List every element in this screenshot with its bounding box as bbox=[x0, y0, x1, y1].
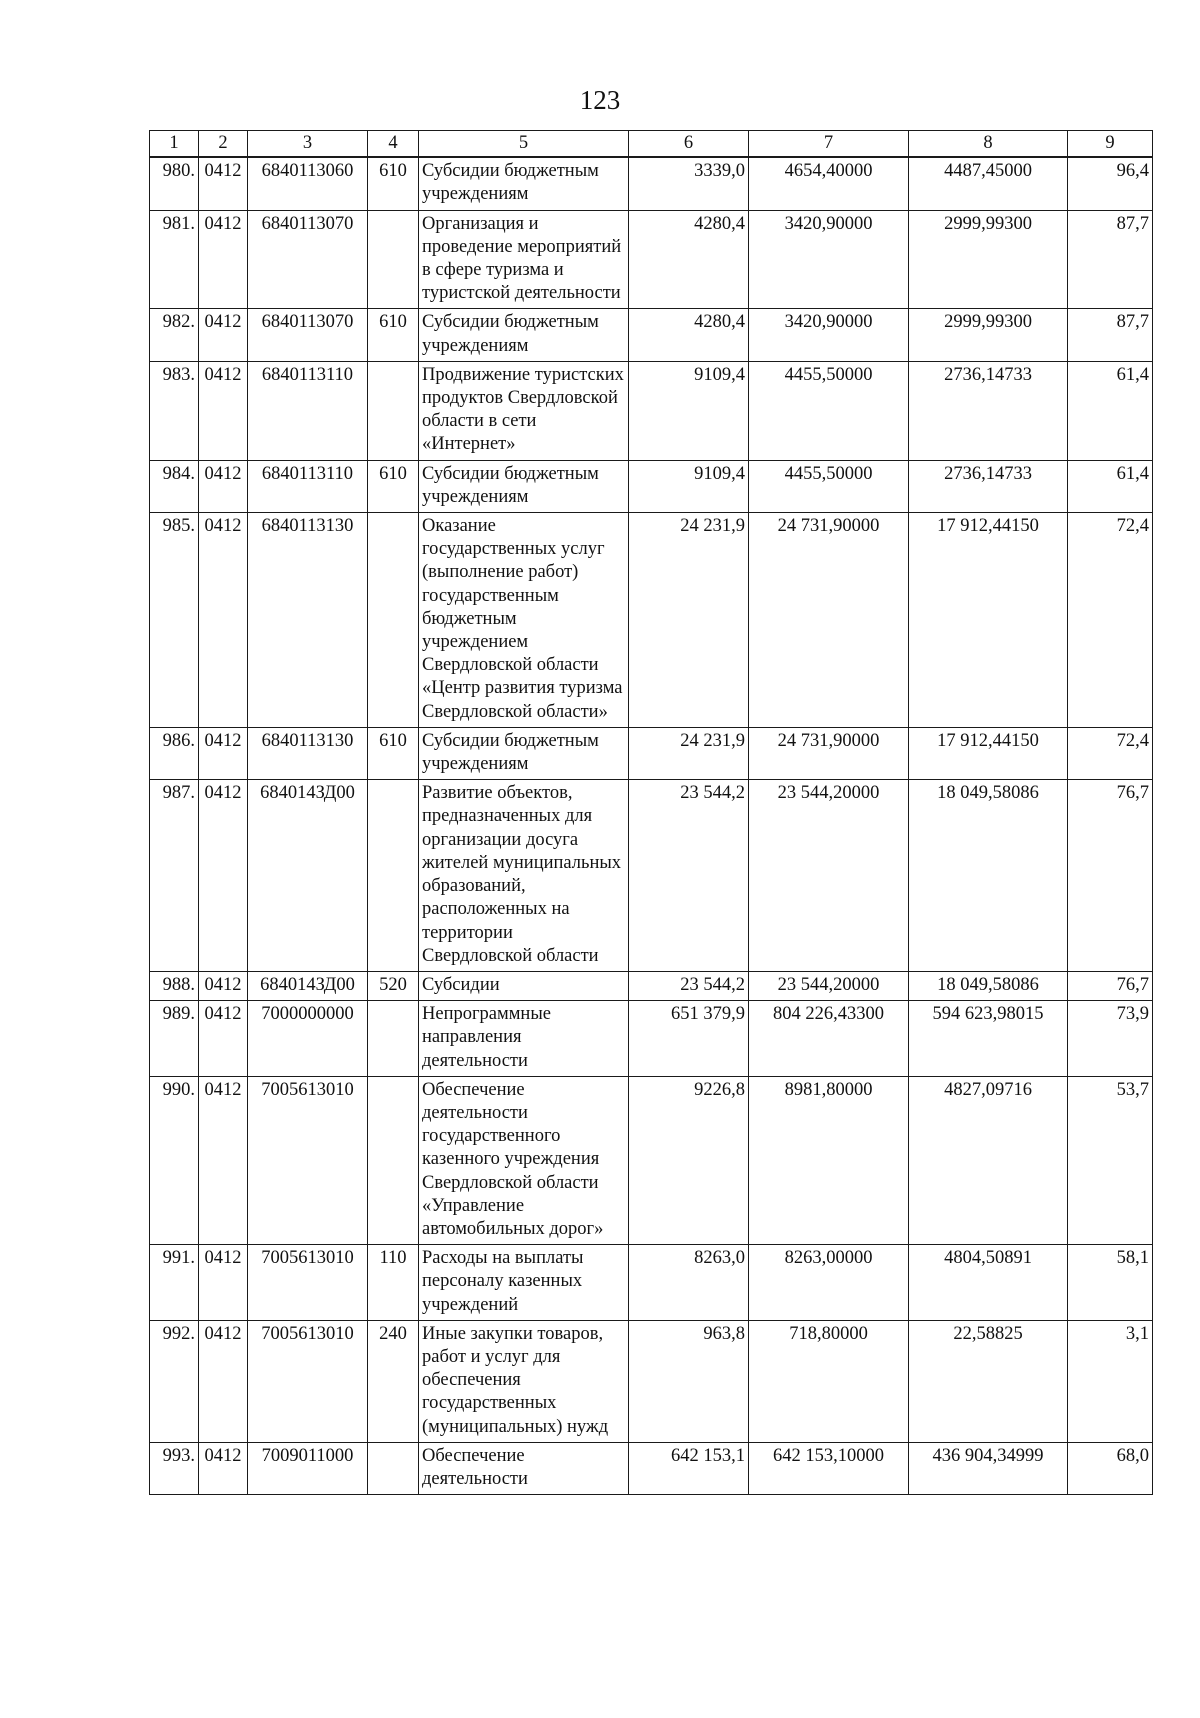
cell-row-number: 983. bbox=[150, 361, 199, 460]
cell-target-code: 7005613010 bbox=[248, 1245, 368, 1321]
cell-description: Продвижение туристских продуктов Свердловской области в сети «Интернет» bbox=[419, 361, 629, 460]
cell-expense-type bbox=[368, 361, 419, 460]
cell-target-code: 6840113130 bbox=[248, 513, 368, 728]
cell-expense-type bbox=[368, 1076, 419, 1244]
cell-percent: 61,4 bbox=[1068, 460, 1153, 512]
cell-row-number: 989. bbox=[150, 1001, 199, 1077]
header-col-3: 3 bbox=[248, 131, 368, 158]
table-row bbox=[150, 1245, 1153, 1321]
cell-amount-col-6: 9109,4 bbox=[629, 361, 749, 460]
cell-target-code: 6840113070 bbox=[248, 309, 368, 361]
cell-amount-col-8: 22,58825 bbox=[909, 1320, 1068, 1442]
cell-amount-col-6: 642 153,1 bbox=[629, 1442, 749, 1494]
cell-description: Субсидии бюджетным учреждениям bbox=[419, 727, 629, 779]
cell-percent: 96,4 bbox=[1068, 157, 1153, 210]
table-row bbox=[150, 157, 1153, 210]
cell-amount-col-8: 4487,45000 bbox=[909, 157, 1068, 210]
cell-percent: 68,0 bbox=[1068, 1442, 1153, 1494]
header-col-4: 4 bbox=[368, 131, 419, 158]
cell-section-code: 0412 bbox=[199, 1001, 248, 1077]
cell-amount-col-8: 4827,09716 bbox=[909, 1076, 1068, 1244]
cell-expense-type: 240 bbox=[368, 1320, 419, 1442]
cell-amount-col-8: 2736,14733 bbox=[909, 460, 1068, 512]
cell-section-code: 0412 bbox=[199, 460, 248, 512]
cell-percent: 87,7 bbox=[1068, 309, 1153, 361]
cell-description: Субсидии bbox=[419, 971, 629, 1000]
cell-target-code: 6840113130 bbox=[248, 727, 368, 779]
table-row bbox=[150, 513, 1153, 728]
cell-percent: 76,7 bbox=[1068, 780, 1153, 972]
page-number: 123 bbox=[579, 85, 621, 115]
cell-expense-type: 520 bbox=[368, 971, 419, 1000]
cell-description: Оказание государственных услуг (выполнение работ) государственным бюджетным учреждением Свердловской области «Центр развития туризма Свердловской области» bbox=[419, 513, 629, 728]
cell-section-code: 0412 bbox=[199, 1245, 248, 1321]
table-row bbox=[150, 971, 1153, 1000]
cell-description: Организация и проведение мероприятий в сфере туризма и туристской деятельности bbox=[419, 210, 629, 309]
cell-section-code: 0412 bbox=[199, 1320, 248, 1442]
cell-amount-col-7: 4455,50000 bbox=[749, 361, 909, 460]
cell-target-code: 7000000000 bbox=[248, 1001, 368, 1077]
cell-target-code: 6840113070 bbox=[248, 210, 368, 309]
cell-row-number: 981. bbox=[150, 210, 199, 309]
cell-percent: 73,9 bbox=[1068, 1001, 1153, 1077]
cell-description: Иные закупки товаров, работ и услуг для обеспечения государственных (муниципальных) нужд bbox=[419, 1320, 629, 1442]
cell-percent: 58,1 bbox=[1068, 1245, 1153, 1321]
cell-expense-type: 610 bbox=[368, 727, 419, 779]
cell-row-number: 990. bbox=[150, 1076, 199, 1244]
cell-section-code: 0412 bbox=[199, 210, 248, 309]
cell-description: Расходы на выплаты персоналу казенных учреждений bbox=[419, 1245, 629, 1321]
cell-expense-type bbox=[368, 210, 419, 309]
cell-row-number: 980. bbox=[150, 157, 199, 210]
header-col-8: 8 bbox=[909, 131, 1068, 158]
cell-percent: 3,1 bbox=[1068, 1320, 1153, 1442]
cell-amount-col-6: 24 231,9 bbox=[629, 513, 749, 728]
cell-row-number: 987. bbox=[150, 780, 199, 972]
cell-section-code: 0412 bbox=[199, 1076, 248, 1244]
cell-expense-type: 610 bbox=[368, 309, 419, 361]
cell-row-number: 986. bbox=[150, 727, 199, 779]
cell-amount-col-6: 8263,0 bbox=[629, 1245, 749, 1321]
cell-amount-col-7: 4455,50000 bbox=[749, 460, 909, 512]
cell-amount-col-7: 24 731,90000 bbox=[749, 513, 909, 728]
cell-amount-col-7: 4654,40000 bbox=[749, 157, 909, 210]
cell-amount-col-6: 963,8 bbox=[629, 1320, 749, 1442]
cell-section-code: 0412 bbox=[199, 309, 248, 361]
cell-row-number: 991. bbox=[150, 1245, 199, 1321]
cell-description: Непрограммные направления деятельности bbox=[419, 1001, 629, 1077]
budget-table bbox=[149, 130, 1153, 1495]
cell-percent: 53,7 bbox=[1068, 1076, 1153, 1244]
cell-expense-type bbox=[368, 780, 419, 972]
cell-description: Субсидии бюджетным учреждениям bbox=[419, 309, 629, 361]
cell-expense-type: 610 bbox=[368, 460, 419, 512]
table-row bbox=[150, 309, 1153, 361]
table-row bbox=[150, 1076, 1153, 1244]
header-col-6: 6 bbox=[629, 131, 749, 158]
cell-row-number: 985. bbox=[150, 513, 199, 728]
table-row bbox=[150, 1001, 1153, 1077]
cell-amount-col-7: 642 153,10000 bbox=[749, 1442, 909, 1494]
cell-amount-col-8: 2736,14733 bbox=[909, 361, 1068, 460]
cell-target-code: 7005613010 bbox=[248, 1320, 368, 1442]
cell-percent: 72,4 bbox=[1068, 727, 1153, 779]
cell-amount-col-8: 4804,50891 bbox=[909, 1245, 1068, 1321]
header-col-7: 7 bbox=[749, 131, 909, 158]
cell-amount-col-7: 23 544,20000 bbox=[749, 971, 909, 1000]
cell-expense-type bbox=[368, 1442, 419, 1494]
cell-expense-type bbox=[368, 1001, 419, 1077]
cell-description: Субсидии бюджетным учреждениям bbox=[419, 460, 629, 512]
cell-amount-col-7: 718,80000 bbox=[749, 1320, 909, 1442]
cell-section-code: 0412 bbox=[199, 157, 248, 210]
cell-row-number: 993. bbox=[150, 1442, 199, 1494]
cell-amount-col-8: 2999,99300 bbox=[909, 210, 1068, 309]
cell-amount-col-6: 23 544,2 bbox=[629, 971, 749, 1000]
header-col-9: 9 bbox=[1068, 131, 1153, 158]
cell-percent: 61,4 bbox=[1068, 361, 1153, 460]
cell-row-number: 982. bbox=[150, 309, 199, 361]
cell-expense-type: 110 bbox=[368, 1245, 419, 1321]
cell-target-code: 7005613010 bbox=[248, 1076, 368, 1244]
cell-amount-col-7: 8981,80000 bbox=[749, 1076, 909, 1244]
cell-amount-col-7: 804 226,43300 bbox=[749, 1001, 909, 1077]
header-col-5: 5 bbox=[419, 131, 629, 158]
cell-row-number: 988. bbox=[150, 971, 199, 1000]
cell-section-code: 0412 bbox=[199, 361, 248, 460]
cell-amount-col-6: 651 379,9 bbox=[629, 1001, 749, 1077]
cell-description: Субсидии бюджетным учреждениям bbox=[419, 157, 629, 210]
table-header bbox=[150, 131, 1153, 158]
cell-amount-col-6: 4280,4 bbox=[629, 309, 749, 361]
cell-amount-col-6: 23 544,2 bbox=[629, 780, 749, 972]
cell-amount-col-7: 8263,00000 bbox=[749, 1245, 909, 1321]
table-body bbox=[150, 157, 1153, 1494]
table-row bbox=[150, 460, 1153, 512]
cell-amount-col-7: 23 544,20000 bbox=[749, 780, 909, 972]
cell-section-code: 0412 bbox=[199, 971, 248, 1000]
cell-amount-col-6: 9226,8 bbox=[629, 1076, 749, 1244]
table-row bbox=[150, 1442, 1153, 1494]
cell-amount-col-7: 3420,90000 bbox=[749, 309, 909, 361]
cell-amount-col-6: 24 231,9 bbox=[629, 727, 749, 779]
cell-description: Обеспечение деятельности bbox=[419, 1442, 629, 1494]
cell-amount-col-8: 594 623,98015 bbox=[909, 1001, 1068, 1077]
cell-target-code: 6840113110 bbox=[248, 361, 368, 460]
cell-section-code: 0412 bbox=[199, 727, 248, 779]
cell-amount-col-8: 17 912,44150 bbox=[909, 513, 1068, 728]
table-row bbox=[150, 210, 1153, 309]
cell-amount-col-8: 18 049,58086 bbox=[909, 971, 1068, 1000]
cell-amount-col-8: 18 049,58086 bbox=[909, 780, 1068, 972]
cell-target-code: 7009011000 bbox=[248, 1442, 368, 1494]
cell-row-number: 992. bbox=[150, 1320, 199, 1442]
cell-section-code: 0412 bbox=[199, 1442, 248, 1494]
cell-amount-col-7: 24 731,90000 bbox=[749, 727, 909, 779]
cell-target-code: 684014ЗД00 bbox=[248, 780, 368, 972]
cell-percent: 72,4 bbox=[1068, 513, 1153, 728]
cell-amount-col-8: 436 904,34999 bbox=[909, 1442, 1068, 1494]
cell-section-code: 0412 bbox=[199, 513, 248, 728]
cell-expense-type: 610 bbox=[368, 157, 419, 210]
cell-target-code: 6840113060 bbox=[248, 157, 368, 210]
cell-section-code: 0412 bbox=[199, 780, 248, 972]
cell-expense-type bbox=[368, 513, 419, 728]
cell-description: Обеспечение деятельности государственного казенного учреждения Свердловской области «Управление автомобильных дорог» bbox=[419, 1076, 629, 1244]
cell-amount-col-6: 4280,4 bbox=[629, 210, 749, 309]
table-row bbox=[150, 361, 1153, 460]
cell-amount-col-6: 9109,4 bbox=[629, 460, 749, 512]
cell-target-code: 684014ЗД00 bbox=[248, 971, 368, 1000]
cell-amount-col-8: 17 912,44150 bbox=[909, 727, 1068, 779]
cell-row-number: 984. bbox=[150, 460, 199, 512]
table-row bbox=[150, 727, 1153, 779]
header-row bbox=[150, 131, 1153, 158]
cell-amount-col-6: 3339,0 bbox=[629, 157, 749, 210]
cell-description: Развитие объектов, предназначенных для организации досуга жителей муниципальных образований, расположенных на территории Свердловской области bbox=[419, 780, 629, 972]
cell-target-code: 6840113110 bbox=[248, 460, 368, 512]
cell-amount-col-7: 3420,90000 bbox=[749, 210, 909, 309]
header-col-1: 1 bbox=[150, 131, 199, 158]
cell-percent: 87,7 bbox=[1068, 210, 1153, 309]
table-row bbox=[150, 1320, 1153, 1442]
cell-amount-col-8: 2999,99300 bbox=[909, 309, 1068, 361]
header-col-2: 2 bbox=[199, 131, 248, 158]
cell-percent: 76,7 bbox=[1068, 971, 1153, 1000]
table-row bbox=[150, 780, 1153, 972]
